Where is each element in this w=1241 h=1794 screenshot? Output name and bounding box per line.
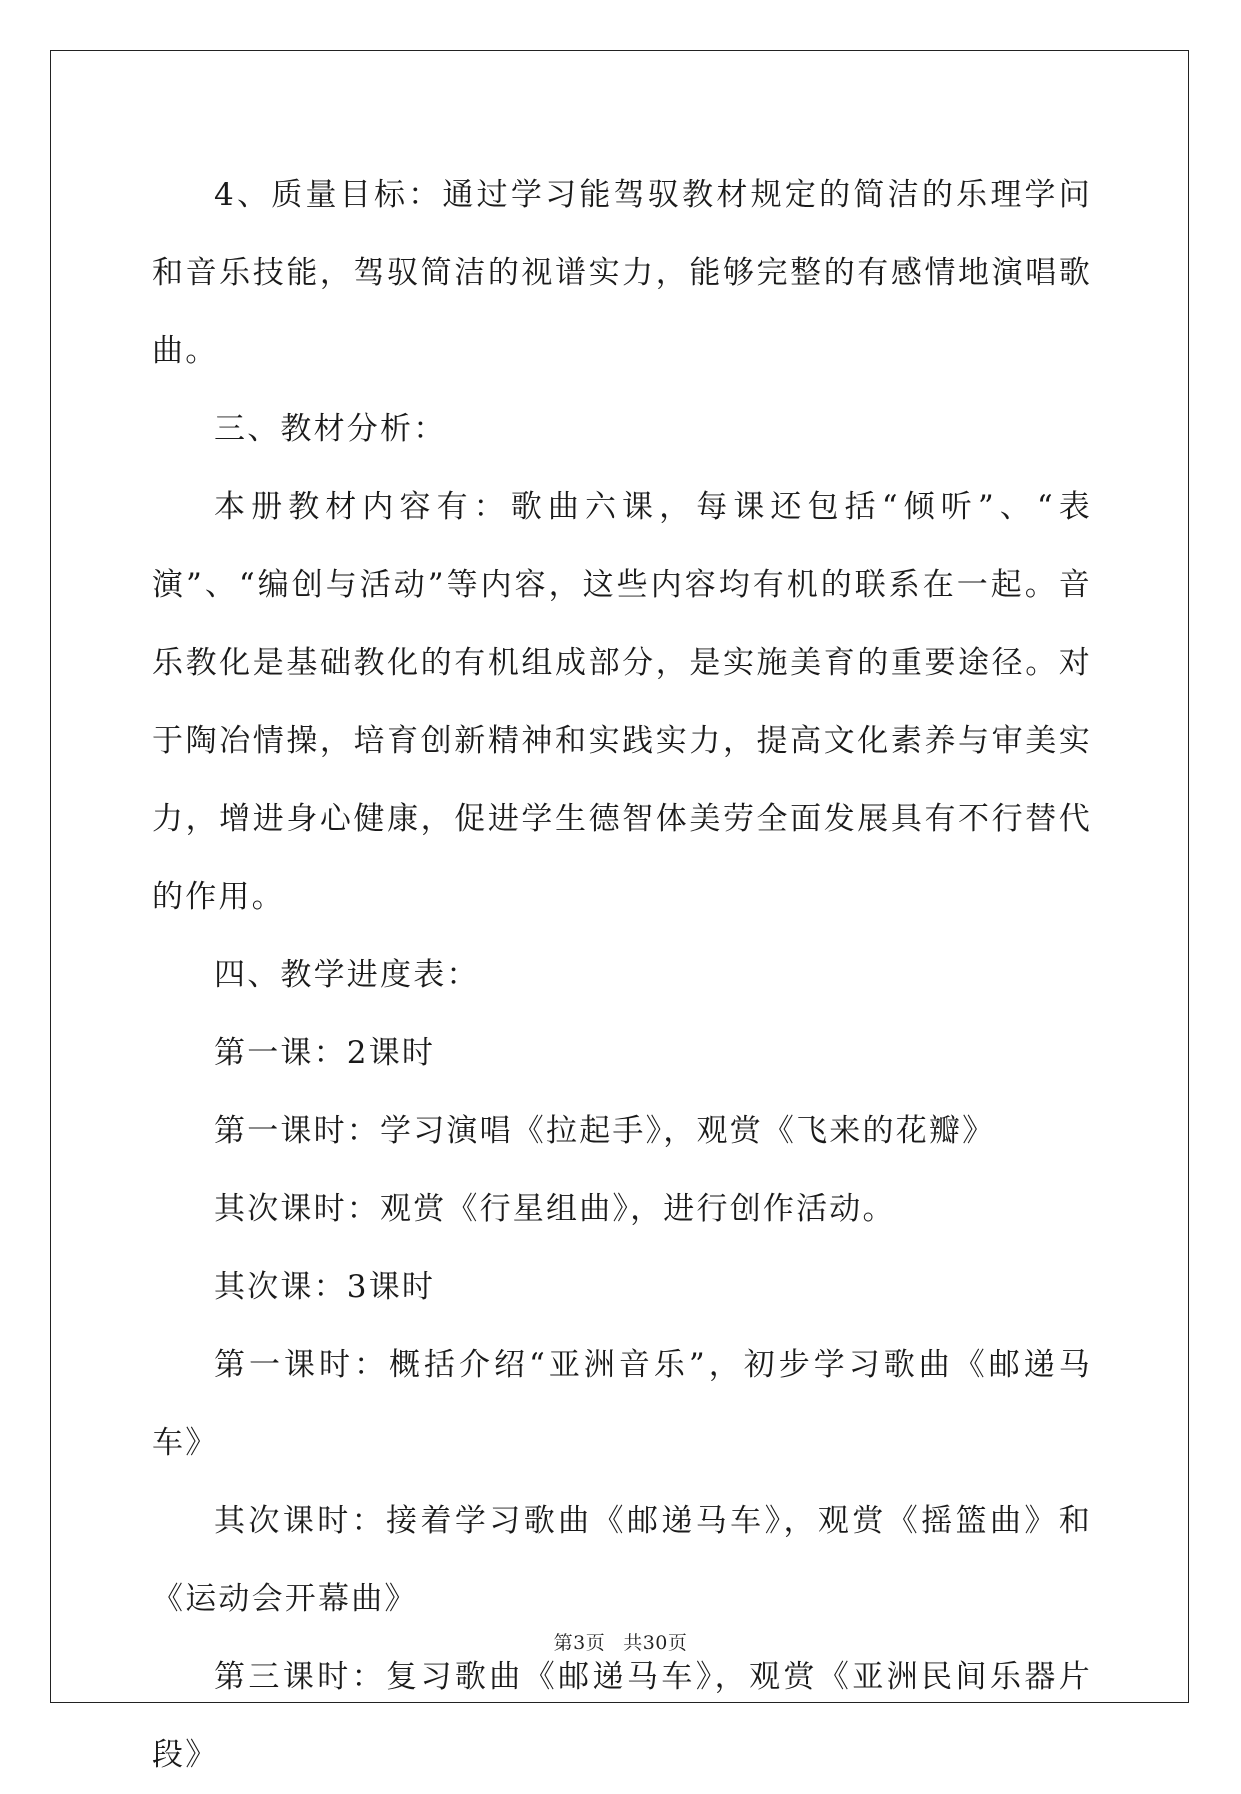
paragraph-quality-goal: 4、质量目标：通过学习能驾驭教材规定的简洁的乐理学问和音乐技能，驾驭简洁的视谱实力，能够完整的有感情地演唱歌曲。 <box>152 177 1092 369</box>
heading-textbook-analysis: 三、教材分析： <box>214 411 447 447</box>
document-body <box>152 156 1092 1794</box>
schedule-lesson-1-period-1: 第一课时：学习演唱《拉起手》，观赏《飞来的花瓣》 <box>214 1113 996 1149</box>
page-number-total: 共30页 <box>623 1632 688 1654</box>
schedule-lesson-2-period-3: 第三课时：复习歌曲《邮递马车》，观赏《亚洲民间乐器片段》 <box>152 1659 1092 1773</box>
schedule-lesson-2-period-2: 其次课时：接着学习歌曲《邮递马车》，观赏《摇篮曲》和《运动会开幕曲》 <box>152 1503 1092 1617</box>
page-number-current: 第3页 <box>553 1632 606 1654</box>
paragraph-textbook-content: 本册教材内容有：歌曲六课，每课还包括“倾听”、“表演”、“编创与活动”等内容，这些内容均有机的联系在一起。音乐教化是基础教化的有机组成部分，是实施美育的重要途径。对于陶冶情操，培育创新精神和实践实力，提高文化素养与审美实力，增进身心健康，促进学生德智体美劳全面发展具有不行替代的作用。 <box>152 489 1092 915</box>
schedule-lesson-2: 其次课：3课时 <box>214 1269 436 1305</box>
schedule-lesson-2-period-1: 第一课时：概括介绍“亚洲音乐”，初步学习歌曲《邮递马车》 <box>152 1347 1092 1461</box>
heading-teaching-schedule: 四、教学进度表： <box>214 957 480 993</box>
page-footer <box>0 1628 1241 1655</box>
schedule-lesson-1: 第一课：2课时 <box>214 1035 436 1071</box>
schedule-lesson-1-period-2: 其次课时：观赏《行星组曲》，进行创作活动。 <box>214 1191 896 1227</box>
